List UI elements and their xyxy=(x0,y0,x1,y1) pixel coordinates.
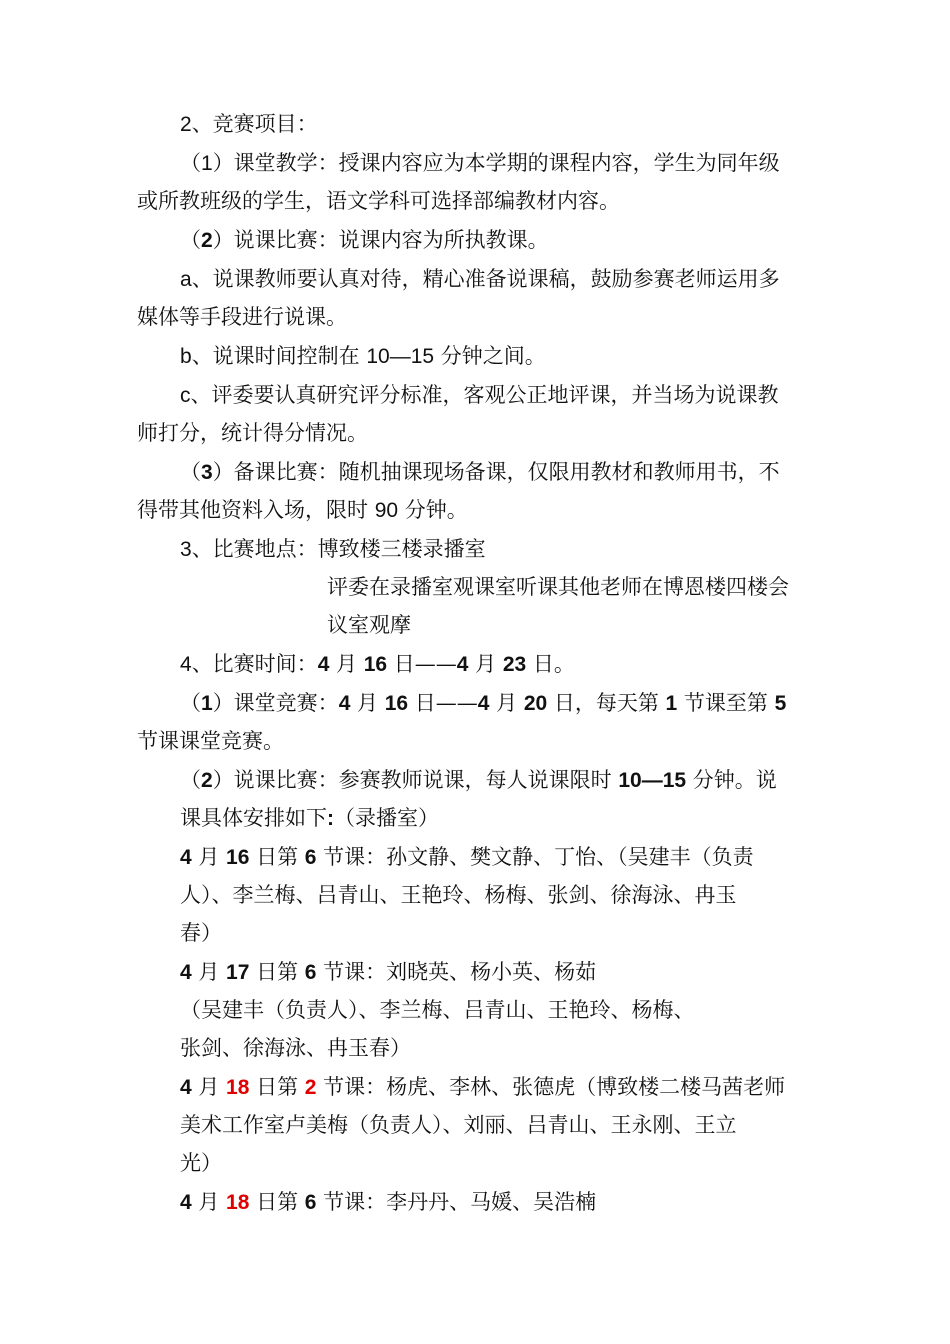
item-lecture-contest: （2）说课比赛：说课内容为所执教课。 xyxy=(180,228,549,252)
location-detail-cont: 议室观摩 xyxy=(327,613,411,637)
schedule-apr16: 4 月 16 日第 6 节课：孙文静、樊文静、丁怡、（吴建丰（负责 xyxy=(180,845,754,869)
schedule-apr17-cont2: 张剑、徐海泳、冉玉春） xyxy=(180,1036,411,1060)
time-lecture-contest-cont: 课具体安排如下:（录播室） xyxy=(180,806,439,830)
time-classroom-contest-cont: 节课课堂竞赛。 xyxy=(137,729,284,753)
time-lecture-contest: （2）说课比赛：参赛教师说课，每人说课限时 10—15 分钟。说 xyxy=(180,768,777,792)
schedule-apr18-period2-cont1: 美术工作室卢美梅（负责人）、刘丽、吕青山、王永刚、王立 xyxy=(180,1113,737,1137)
schedule-apr18-period2: 4 月 18 日第 2 节课：杨虎、李林、张德虎（博致楼二楼马茜老师 xyxy=(180,1075,786,1099)
section-2-heading: 2、竞赛项目： xyxy=(180,112,318,136)
item-classroom-teaching: （1）课堂教学：授课内容应为本学期的课程内容，学生为同年级 xyxy=(180,151,780,175)
item-c-cont: 师打分，统计得分情况。 xyxy=(137,421,368,445)
item-a-cont: 媒体等手段进行说课。 xyxy=(137,305,347,329)
section-4-time: 4、比赛时间：4 月 16 日——4 月 23 日。 xyxy=(180,652,575,676)
item-prep-contest: （3）备课比赛：随机抽课现场备课，仅限用教材和教师用书，不 xyxy=(180,460,780,484)
item-b: b、说课时间控制在 10—15 分钟之间。 xyxy=(180,344,546,368)
item-prep-contest-cont: 得带其他资料入场，限时 90 分钟。 xyxy=(137,498,468,522)
item-classroom-teaching-cont: 或所教班级的学生，语文学科可选择部编教材内容。 xyxy=(137,189,620,213)
schedule-apr17-cont1: （吴建丰（负责人）、李兰梅、吕青山、王艳玲、杨梅、 xyxy=(180,998,695,1022)
location-detail: 评委在录播室观课室听课其他老师在博恩楼四楼会 xyxy=(327,575,789,599)
section-3-location: 3、比赛地点：博致楼三楼录播室 xyxy=(180,537,486,561)
time-classroom-contest: （1）课堂竞赛：4 月 16 日——4 月 20 日，每天第 1 节课至第 5 xyxy=(180,691,787,715)
schedule-apr18-period6: 4 月 18 日第 6 节课：李丹丹、马媛、吴浩楠 xyxy=(180,1190,597,1214)
schedule-apr16-cont1: 人）、李兰梅、吕青山、王艳玲、杨梅、张剑、徐海泳、冉玉 xyxy=(180,883,737,907)
schedule-apr18-period2-cont2: 光） xyxy=(180,1151,222,1175)
item-c: c、评委要认真研究评分标准，客观公正地评课，并当场为说课教 xyxy=(180,383,779,407)
schedule-apr17: 4 月 17 日第 6 节课：刘晓英、杨小英、杨茹 xyxy=(180,960,597,984)
item-a: a、说课教师要认真对待，精心准备说课稿，鼓励参赛老师运用多 xyxy=(180,267,780,291)
schedule-apr16-cont2: 春） xyxy=(180,921,222,945)
